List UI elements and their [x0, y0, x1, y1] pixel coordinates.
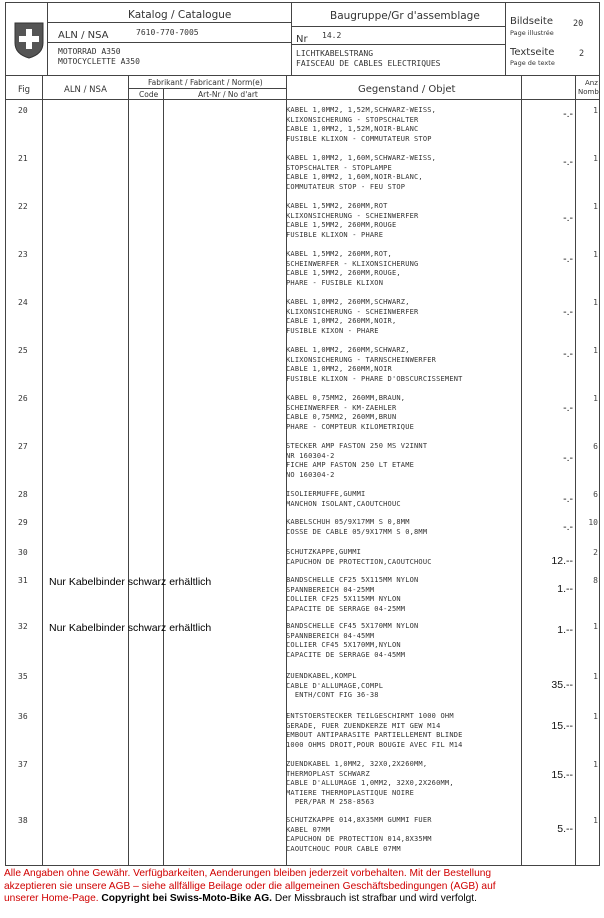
quantity: 6	[593, 490, 598, 499]
quantity: 1	[593, 298, 598, 307]
quantity: 8	[593, 576, 598, 585]
price: 15.--	[551, 769, 573, 781]
price: -.-	[563, 156, 573, 168]
price: 12.--	[551, 555, 573, 567]
col-gegenstand: Gegenstand / Objet	[358, 84, 456, 95]
part-description: ZUENDKABEL 1,0MM2, 32X0,2X260MM, THERMOPLAST SCHWARZ CABLE D'ALLUMAGE 1,0MM2, 32X0,2X260MM, MATIERE THERMOPLASTIQUE NOIRE PER/PAR M 258-8563	[286, 760, 454, 806]
fig-number: 35	[18, 672, 28, 681]
price: 5.--	[557, 823, 573, 835]
fig-number: 36	[18, 712, 28, 721]
quantity: 1	[593, 394, 598, 403]
disclaimer-line-3: unserer Home-Page.	[4, 893, 99, 904]
col-anz: Anz	[585, 79, 598, 87]
catalog-header	[6, 3, 599, 76]
aln-label: ALN / NSA	[58, 30, 109, 41]
group-de: LICHTKABELSTRANG	[296, 49, 374, 58]
part-description: BANDSCHELLE CF45 5X170MM NYLON SPANNBEREICH 04-45MM COLLIER CF45 5X170MM,NYLON CAPACITE DE SERRAGE 04-45MM	[286, 622, 419, 659]
price: -.-	[563, 212, 573, 224]
col-fabrikant: Fabrikant / Fabricant / Norm(e)	[148, 78, 263, 87]
fig-number: 30	[18, 548, 28, 557]
fig-number: 32	[18, 622, 28, 631]
group-label: Baugruppe/Gr d'assemblage	[330, 10, 480, 22]
bildseite-sublabel: Page illustrée	[510, 29, 554, 37]
price: -.-	[563, 493, 573, 505]
disclaimer-line-2: akzeptieren sie unsere AGB – siehe allfällige Beilage oder die allgemeinen Geschäftsbedingungen (AGB) auf	[4, 880, 496, 892]
quantity: 1	[593, 346, 598, 355]
part-description: SCHUTZKAPPE,GUMMI CAPUCHON DE PROTECTION,CAOUTCHOUC	[286, 548, 432, 566]
textseite-sublabel: Page de texte	[510, 59, 555, 67]
nr-label: Nr	[296, 34, 308, 45]
fig-number: 37	[18, 760, 28, 769]
part-description: KABEL 1,0MM2, 260MM,SCHWARZ, KLIXONSICHERUNG - SCHEINWERFER CABLE 1,0MM2, 260MM,NOIR, FUSIBLE KIXON - PHARE	[286, 298, 419, 335]
part-description: SCHUTZKAPPE 014,8X35MM GUMMI FUER KABEL 07MM CAPUCHON DE PROTECTION 014,8X35MM CAOUTCHOUC POUR CABLE 07MM	[286, 816, 432, 853]
fig-number: 23	[18, 250, 28, 259]
quantity: 1	[593, 250, 598, 259]
fig-number: 26	[18, 394, 28, 403]
part-description: KABEL 1,0MM2, 1,60M,SCHWARZ-WEISS, STOPSCHALTER - STOPLAMPE CABLE 1,0MM2, 1,60M,NOIR-BLANC, COMMUTATEUR STOP - FEU STOP	[286, 154, 437, 191]
col-nomb: Nomb	[578, 88, 599, 96]
fig-number: 27	[18, 442, 28, 451]
quantity: 1	[593, 712, 598, 721]
fig-number: 25	[18, 346, 28, 355]
fig-number: 21	[18, 154, 28, 163]
quantity: 1	[593, 760, 598, 769]
part-description: KABEL 1,0MM2, 260MM,SCHWARZ, KLIXONSICHERUNG - TARNSCHEINWERFER CABLE 1,0MM2, 260MM,NOIR FUSIBLE KLIXON - PHARE D'OBSCURCISSEMENT	[286, 346, 463, 383]
col-aln: ALN / NSA	[64, 85, 107, 95]
swiss-cross-icon	[13, 21, 45, 59]
part-description: KABEL 0,75MM2, 260MM,BRAUN, SCHEINWERFER - KM-ZAEHLER CABLE 0,75MM2, 260MM,BRUN PHARE - COMPTEUR KILOMETRIQUE	[286, 394, 415, 431]
quantity: 1	[593, 816, 598, 825]
availability-note: Nur Kabelbinder schwarz erhältlich	[49, 576, 212, 588]
col-fig: Fig	[18, 85, 31, 95]
textseite-label: Textseite	[510, 47, 555, 58]
price: -.-	[563, 521, 573, 533]
quantity: 10	[588, 518, 598, 527]
part-description: KABELSCHUH 05/9X17MM S 0,8MM COSSE DE CABLE 05/9X17MM S 0,8MM	[286, 518, 428, 536]
fig-number: 28	[18, 490, 28, 499]
col-code: Code	[139, 90, 159, 99]
bildseite-label: Bildseite	[510, 16, 553, 27]
quantity: 1	[593, 672, 598, 681]
model-fr: MOTOCYCLETTE A350	[58, 57, 140, 66]
quantity: 1	[593, 154, 598, 163]
part-description: KABEL 1,5MM2, 260MM,ROT KLIXONSICHERUNG - SCHEINWERFER CABLE 1,5MM2, 260MM,ROUGE FUSIBLE KLIXON - PHARE	[286, 202, 419, 239]
price: 15.--	[551, 720, 573, 732]
part-description: KABEL 1,0MM2, 1,52M,SCHWARZ-WEISS, KLIXONSICHERUNG - STOPSCHALTER CABLE 1,0MM2, 1,52M,NOIR-BLANC FUSIBLE KLIXON - COMMUTATEUR STOP	[286, 106, 437, 143]
textseite-value: 2	[579, 49, 585, 59]
fig-number: 24	[18, 298, 28, 307]
copyright-holder: Swiss-Moto-Bike AG.	[169, 893, 272, 904]
fig-number: 29	[18, 518, 28, 527]
col-artnr: Art-Nr / No d'art	[198, 90, 258, 99]
fig-number: 31	[18, 576, 28, 585]
part-description: KABEL 1,5MM2, 260MM,ROT, SCHEINWERFER - KLIXONSICHERUNG CABLE 1,5MM2, 260MM,ROUGE, PHARE - FUSIBLE KLIXON	[286, 250, 419, 287]
part-description: ENTSTOERSTECKER TEILGESCHIRMT 1000 OHM GERADE, FUER ZUENDKERZE MIT GEW M14 EMBOUT ANTIPARASITE PARTIELLEMENT BLINDE 1000 OHMS DROIT,POUR BOUGIE AVEC FIL M14	[286, 712, 463, 749]
disclaimer-line-1: Alle Angaben ohne Gewähr. Verfügbarkeiten, Aenderungen bleiben jederzeit vorbehalten. Mit der Bestellung	[4, 868, 492, 879]
quantity: 2	[593, 548, 598, 557]
price: -.-	[563, 402, 573, 414]
disclaimer-footer	[4, 868, 600, 906]
bildseite-value: 20	[573, 19, 584, 29]
price: -.-	[563, 108, 573, 120]
price: 1.--	[557, 583, 573, 595]
nr-value: 14.2	[322, 31, 342, 40]
group-fr: FAISCEAU DE CABLES ELECTRIQUES	[296, 59, 441, 68]
part-description: ISOLIERMUFFE,GUMMI MANCHON ISOLANT,CAOUTCHOUC	[286, 490, 401, 508]
quantity: 6	[593, 442, 598, 451]
model-de: MOTORRAD A350	[58, 47, 121, 56]
quantity: 1	[593, 106, 598, 115]
quantity: 1	[593, 202, 598, 211]
quantity: 1	[593, 622, 598, 631]
price: -.-	[563, 306, 573, 318]
fig-number: 38	[18, 816, 28, 825]
copyright-label: Copyright bei	[101, 893, 168, 904]
catalog-sheet	[5, 2, 600, 866]
price: -.-	[563, 253, 573, 265]
aln-value: 7610-770-7005	[136, 28, 199, 37]
part-description: STECKER AMP FASTON 250 MS V2INNT NR 160304-2 FICHE AMP FASTON 250 LT ETAME NO 160304-2	[286, 442, 428, 479]
catalog-label: Katalog / Catalogue	[128, 9, 232, 21]
fig-number: 22	[18, 202, 28, 211]
price: 1.--	[557, 624, 573, 636]
price: 35.--	[551, 679, 573, 691]
part-description: BANDSCHELLE CF25 5X115MM NYLON SPANNBEREICH 04-25MM COLLIER CF25 5X115MM NYLON CAPACITE DE SERRAGE 04-25MM	[286, 576, 419, 613]
abuse-warning: Der Missbrauch ist strafbar und wird verfolgt.	[274, 893, 477, 904]
price: -.-	[563, 348, 573, 360]
fig-number: 20	[18, 106, 28, 115]
price: -.-	[563, 452, 573, 464]
part-description: ZUENDKABEL,KOMPL CABLE D'ALLUMAGE,COMPL ENTH/CONT FIG 36-38	[286, 672, 384, 699]
availability-note: Nur Kabelbinder schwarz erhältlich	[49, 622, 212, 634]
